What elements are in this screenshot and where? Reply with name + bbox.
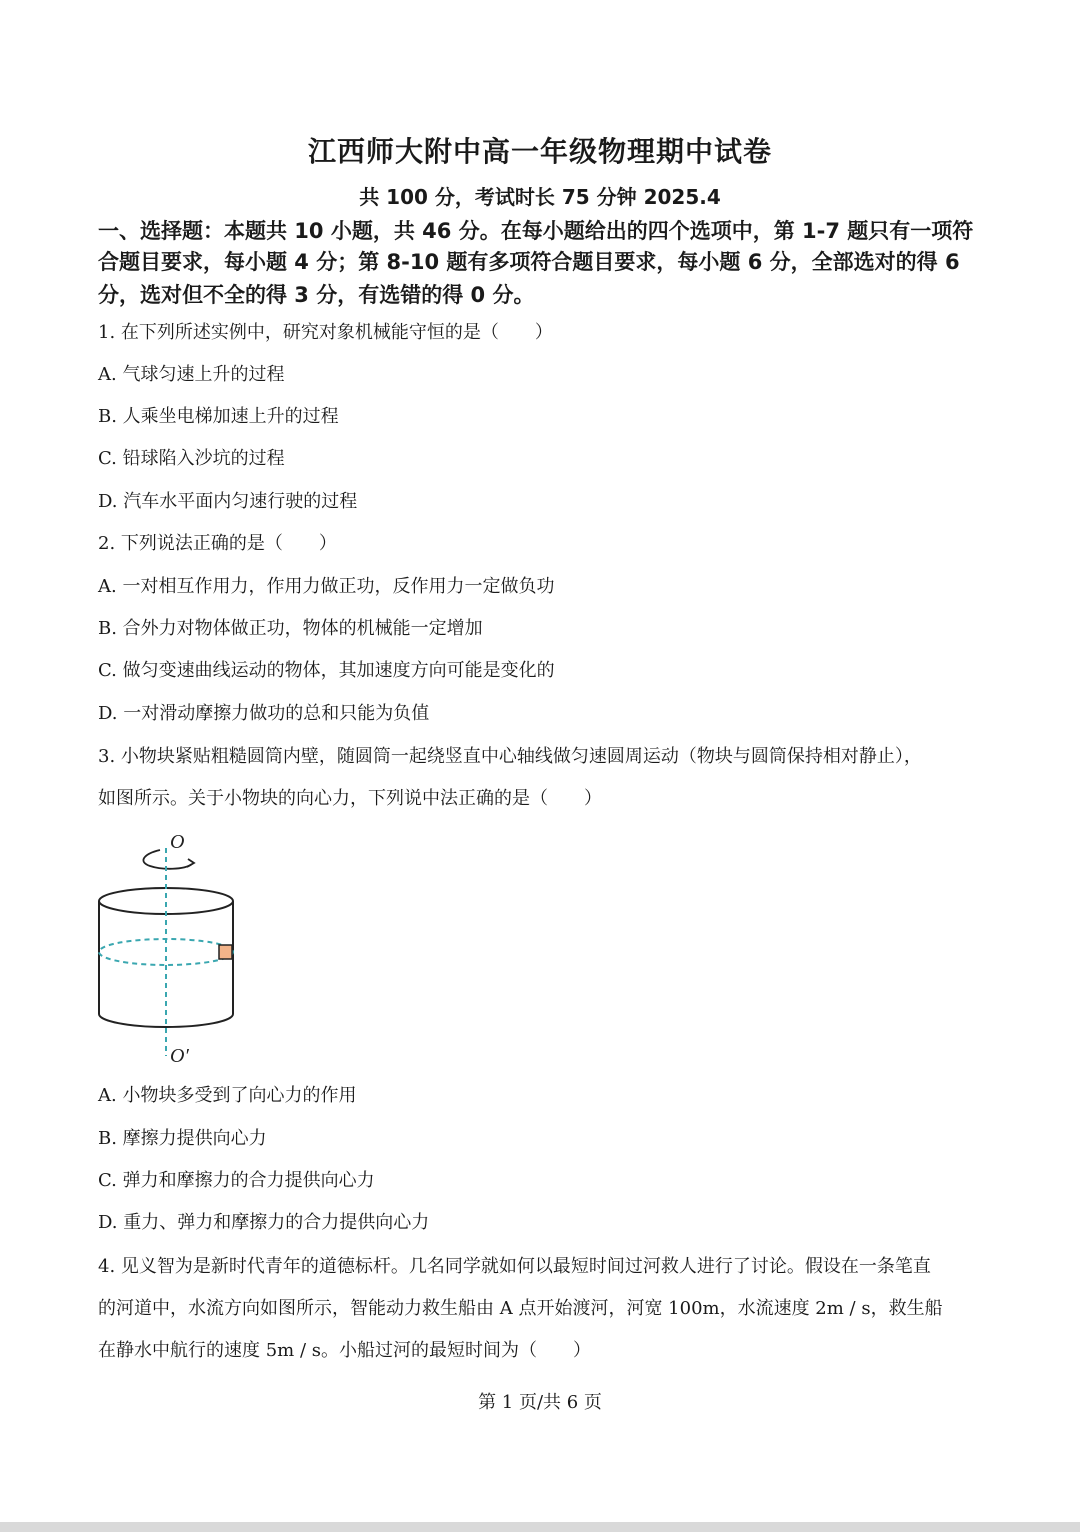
q2-option-c: C. 做匀变速曲线运动的物体，其加速度方向可能是变化的 (98, 660, 555, 681)
axis-label-top: O (170, 831, 185, 853)
exam-subtitle: 共 100 分，考试时长 75 分钟 2025.4 (359, 185, 721, 209)
section-instruction-line-3: 分，选对但不全的得 3 分，有选错的得 0 分。 (98, 283, 535, 307)
q3-option-a: A. 小物块多受到了向心力的作用 (98, 1085, 357, 1106)
page-number: 第 1 页/共 6 页 (478, 1392, 602, 1413)
q1-option-a: A. 气球匀速上升的过程 (98, 364, 285, 385)
section-instruction-line-1: 一、选择题：本题共 10 小题，共 46 分。在每小题给出的四个选项中，第 1-7 题只有一项符 (98, 219, 974, 243)
q4-stem-line-1: 4. 见义智为是新时代青年的道德标杆。几名同学就如何以最短时间过河救人进行了讨论。假设在一条笔直 (98, 1256, 931, 1277)
q3-option-c: C. 弹力和摩擦力的合力提供向心力 (98, 1170, 375, 1191)
q4-stem-line-3: 在静水中航行的速度 5m / s。小船过河的最短时间为（ ） (98, 1340, 591, 1361)
section-instruction-line-2: 合题目要求，每小题 4 分；第 8-10 题有多项符合题目要求，每小题 6 分，全部选对的得 6 (98, 250, 960, 274)
axis-label-bottom: O′ (170, 1045, 189, 1067)
q1-option-d: D. 汽车水平面内匀速行驶的过程 (98, 491, 358, 512)
q1-option-b: B. 人乘坐电梯加速上升的过程 (98, 406, 339, 427)
q3-option-b: B. 摩擦力提供向心力 (98, 1128, 267, 1149)
cylinder-top-rim (99, 888, 233, 914)
q3-option-d: D. 重力、弹力和摩擦力的合力提供向心力 (98, 1212, 430, 1233)
rotating-cylinder-figure (88, 826, 258, 1071)
q2-option-d: D. 一对滑动摩擦力做功的总和只能为负值 (98, 703, 430, 724)
q2-option-a: A. 一对相互作用力，作用力做正功，反作用力一定做负功 (98, 576, 555, 597)
exam-title: 江西师大附中高一年级物理期中试卷 (307, 135, 772, 168)
q2-stem: 2. 下列说法正确的是（ ） (98, 533, 337, 554)
q2-option-b: B. 合外力对物体做正功，物体的机械能一定增加 (98, 618, 483, 639)
q4-stem-line-2: 的河道中，水流方向如图所示，智能动力救生船由 A 点开始渡河，河宽 100m，水流速度 2m / s，救生船 (98, 1298, 943, 1319)
q3-stem-line-1: 3. 小物块紧贴粗糙圆筒内壁，随圆筒一起绕竖直中心轴线做匀速圆周运动（物块与圆筒保持相对静止）， (98, 746, 922, 767)
rotation-arrow-icon (143, 850, 192, 869)
q1-option-c: C. 铅球陷入沙坑的过程 (98, 448, 285, 469)
bottom-scroll-bar (0, 1522, 1080, 1532)
q1-stem: 1. 在下列所述实例中，研究对象机械能守恒的是（ ） (98, 322, 553, 343)
q3-stem-line-2: 如图所示。关于小物块的向心力，下列说中法正确的是（ ） (98, 788, 602, 809)
small-block (219, 945, 232, 959)
